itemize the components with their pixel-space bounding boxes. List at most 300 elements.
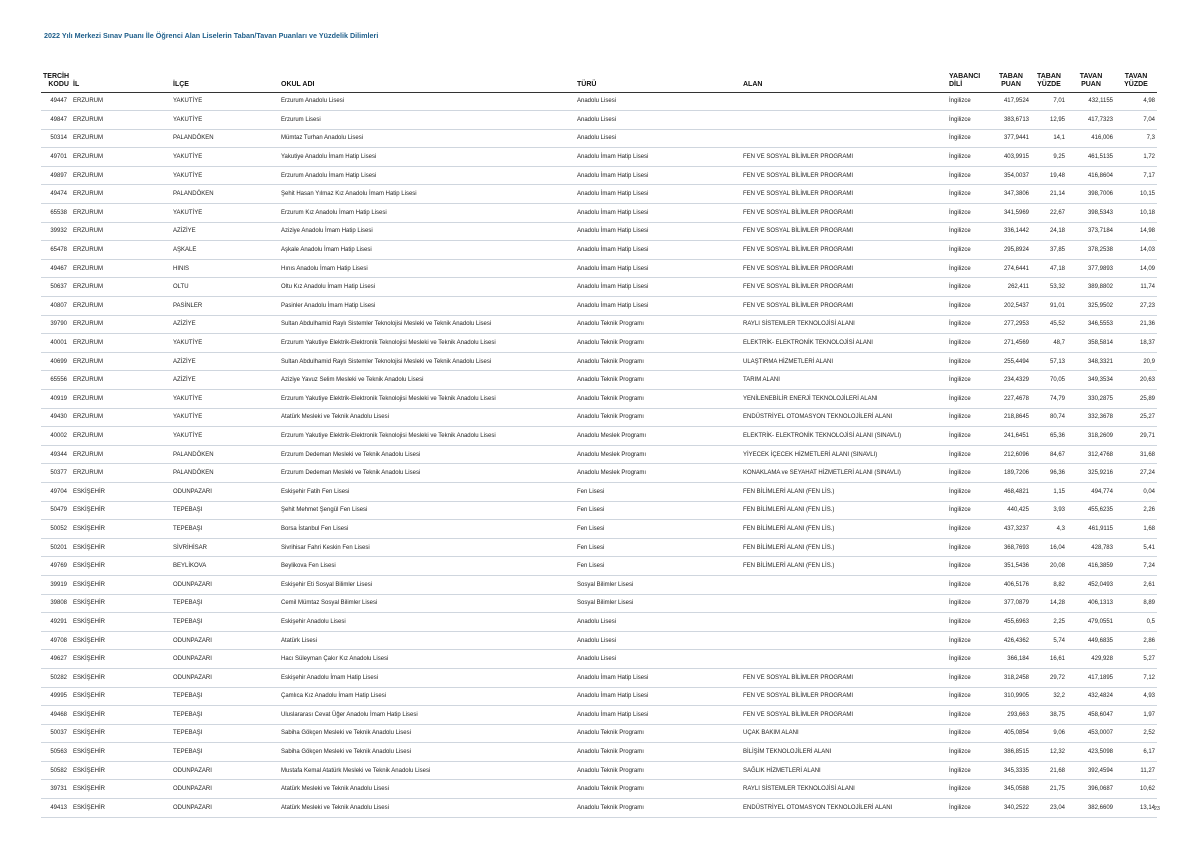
cell-ilce: TEPEBAŞI <box>173 525 203 532</box>
cell-tavan-puan: 452,0493 <box>1087 581 1113 588</box>
cell-il: ERZURUM <box>73 98 103 105</box>
header-ilce: İLÇE <box>173 80 189 88</box>
cell-okul-adi: Erzurum Lisesi <box>281 116 321 123</box>
cell-taban-yuzde: 20,08 <box>1049 563 1065 570</box>
table-row <box>41 241 1157 260</box>
cell-taban-puan: 405,0854 <box>1003 730 1029 737</box>
cell-il: ERZURUM <box>73 209 103 216</box>
cell-tavan-yuzde: 11,27 <box>1140 767 1155 774</box>
cell-yabanci-dili: İngilizce <box>949 693 971 700</box>
cell-tavan-yuzde: 1,68 <box>1143 525 1155 532</box>
cell-tavan-puan: 432,1155 <box>1088 98 1113 105</box>
cell-tavan-puan: 389,8802 <box>1087 284 1113 291</box>
cell-tercih-kodu: 49704 <box>50 488 67 495</box>
cell-il: ESKİŞEHİR <box>73 730 106 737</box>
cell-taban-puan: 277,2953 <box>1003 321 1029 328</box>
cell-taban-yuzde: 14,1 <box>1053 135 1065 142</box>
cell-taban-puan: 295,8924 <box>1003 247 1029 254</box>
cell-tercih-kodu: 49291 <box>50 618 67 625</box>
cell-taban-puan: 212,6096 <box>1003 451 1029 458</box>
cell-yabanci-dili: İngilizce <box>949 265 971 272</box>
cell-taban-puan: 386,8515 <box>1003 749 1029 756</box>
cell-tavan-puan: 453,0007 <box>1087 730 1113 737</box>
cell-taban-puan: 336,1442 <box>1003 228 1029 235</box>
cell-tavan-puan: 349,3534 <box>1087 377 1113 384</box>
header-okul-adi: OKUL ADI <box>281 80 315 88</box>
cell-okul-adi: Mustafa Kemal Atatürk Mesleki ve Teknik Anadolu Lisesi <box>281 767 431 774</box>
cell-tercih-kodu: 50037 <box>50 730 67 737</box>
cell-ilce: ODUNPAZARI <box>173 804 212 811</box>
table-row <box>41 761 1157 780</box>
cell-turu: Anadolu İmam Hatip Lisesi <box>577 247 649 254</box>
cell-tercih-kodu: 39790 <box>50 321 67 328</box>
cell-taban-puan: 340,2522 <box>1003 804 1029 811</box>
cell-tavan-puan: 346,5553 <box>1087 321 1113 328</box>
cell-turu: Anadolu İmam Hatip Lisesi <box>577 228 649 235</box>
cell-il: ESKİŞEHİR <box>73 581 106 588</box>
cell-tavan-yuzde: 1,97 <box>1143 711 1155 718</box>
cell-tavan-yuzde: 5,27 <box>1143 656 1155 663</box>
cell-ilce: ODUNPAZARI <box>173 656 212 663</box>
cell-tercih-kodu: 49468 <box>50 711 67 718</box>
cell-alan: ENDÜSTRİYEL OTOMASYON TEKNOLOJİLERİ ALANI <box>743 414 893 421</box>
cell-yabanci-dili: İngilizce <box>949 395 971 402</box>
cell-okul-adi: Sabiha Gökçen Mesleki ve Teknik Anadolu Lisesi <box>281 749 411 756</box>
header-taban-puan: TABAN PUAN <box>999 72 1023 88</box>
cell-ilce: YAKUTİYE <box>173 154 203 161</box>
table-row <box>41 613 1157 632</box>
cell-ilce: AZİZİYE <box>173 358 196 365</box>
cell-tavan-yuzde: 10,18 <box>1139 209 1155 216</box>
cell-tercih-kodu: 50582 <box>50 767 67 774</box>
table-row <box>41 743 1157 762</box>
cell-ilce: TEPEBAŞI <box>173 618 203 625</box>
cell-ilce: YAKUTİYE <box>173 414 203 421</box>
cell-yabanci-dili: İngilizce <box>949 730 971 737</box>
cell-tavan-puan: 325,9502 <box>1087 302 1113 309</box>
cell-alan: RAYLI SİSTEMLER TEKNOLOJİSİ ALANI <box>743 321 855 328</box>
cell-ilce: TEPEBAŞI <box>173 693 203 700</box>
cell-ilce: ODUNPAZARI <box>173 581 212 588</box>
cell-tercih-kodu: 39919 <box>50 581 67 588</box>
cell-taban-yuzde: 14,28 <box>1049 600 1065 607</box>
cell-tercih-kodu: 49995 <box>50 693 67 700</box>
cell-tavan-yuzde: 11,74 <box>1140 284 1155 291</box>
cell-yabanci-dili: İngilizce <box>949 637 971 644</box>
cell-yabanci-dili: İngilizce <box>949 209 971 216</box>
cell-yabanci-dili: İngilizce <box>949 98 971 105</box>
cell-tavan-puan: 382,6609 <box>1087 804 1113 811</box>
cell-tavan-puan: 461,5135 <box>1087 154 1113 161</box>
table-row <box>41 706 1157 725</box>
cell-taban-puan: 368,7693 <box>1003 544 1029 551</box>
cell-alan: FEN VE SOSYAL BİLİMLER PROGRAMI <box>743 228 854 235</box>
cell-taban-puan: 351,5436 <box>1003 563 1029 570</box>
cell-tavan-puan: 417,1895 <box>1087 674 1113 681</box>
cell-taban-puan: 440,425 <box>1007 507 1029 514</box>
cell-ilce: TEPEBAŞI <box>173 730 203 737</box>
cell-taban-puan: 293,663 <box>1007 711 1029 718</box>
cell-okul-adi: Erzurum Dedeman Mesleki ve Teknik Anadolu Lisesi <box>281 451 421 458</box>
cell-alan: FEN VE SOSYAL BİLİMLER PROGRAMI <box>743 302 854 309</box>
cell-il: ERZURUM <box>73 414 103 421</box>
cell-il: ESKİŞEHİR <box>73 618 106 625</box>
table-row <box>41 427 1157 446</box>
table-row <box>41 259 1157 278</box>
cell-tercih-kodu: 50563 <box>50 749 67 756</box>
cell-tavan-yuzde: 25,89 <box>1139 395 1155 402</box>
cell-turu: Anadolu Teknik Programı <box>577 321 644 328</box>
table-row <box>41 278 1157 297</box>
cell-alan: FEN VE SOSYAL BİLİMLER PROGRAMI <box>743 265 854 272</box>
cell-tavan-puan: 406,1313 <box>1087 600 1113 607</box>
cell-yabanci-dili: İngilizce <box>949 488 971 495</box>
cell-turu: Anadolu Teknik Programı <box>577 786 644 793</box>
cell-turu: Anadolu Teknik Programı <box>577 730 644 737</box>
cell-taban-yuzde: 96,36 <box>1049 470 1065 477</box>
cell-okul-adi: Borsa İstanbul Fen Lisesi <box>281 525 349 532</box>
header-il: İL <box>73 80 80 88</box>
cell-alan: BİLİŞİM TEKNOLOJİLERİ ALANI <box>743 749 832 756</box>
cell-alan: FEN VE SOSYAL BİLİMLER PROGRAMI <box>743 711 854 718</box>
cell-taban-yuzde: 57,13 <box>1049 358 1065 365</box>
cell-tavan-puan: 461,9115 <box>1088 525 1113 532</box>
cell-turu: Anadolu İmam Hatip Lisesi <box>577 711 649 718</box>
cell-tavan-yuzde: 7,3 <box>1146 135 1155 142</box>
cell-yabanci-dili: İngilizce <box>949 358 971 365</box>
cell-alan: FEN VE SOSYAL BİLİMLER PROGRAMI <box>743 209 854 216</box>
table-row <box>41 408 1157 427</box>
cell-turu: Fen Lisesi <box>577 544 605 551</box>
cell-il: ERZURUM <box>73 172 103 179</box>
cell-tavan-puan: 398,7006 <box>1087 191 1113 198</box>
cell-il: ERZURUM <box>73 135 103 142</box>
cell-taban-puan: 241,6451 <box>1003 432 1029 439</box>
cell-il: ERZURUM <box>73 154 103 161</box>
page-number: 23 <box>1153 806 1160 812</box>
cell-tavan-yuzde: 10,15 <box>1139 191 1155 198</box>
cell-taban-yuzde: 53,32 <box>1049 284 1065 291</box>
cell-il: ESKİŞEHİR <box>73 525 106 532</box>
cell-tercih-kodu: 50201 <box>50 544 67 551</box>
cell-okul-adi: Erzurum Yakutiye Elektrik-Elektronik Teknolojisi Mesleki ve Teknik Anadolu Lisesi <box>281 340 496 347</box>
table-row <box>41 148 1157 167</box>
cell-il: ERZURUM <box>73 470 103 477</box>
cell-yabanci-dili: İngilizce <box>949 581 971 588</box>
document-title: 2022 Yılı Merkezi Sınav Puanı İle Öğrenci Alan Liselerin Taban/Tavan Puanları ve Yüzdelik Dilimleri <box>44 31 379 40</box>
cell-tavan-yuzde: 31,68 <box>1139 451 1155 458</box>
cell-taban-yuzde: 45,52 <box>1049 321 1065 328</box>
cell-tavan-puan: 325,9216 <box>1087 470 1113 477</box>
table-body <box>41 92 1157 817</box>
cell-taban-yuzde: 5,74 <box>1053 637 1065 644</box>
cell-yabanci-dili: İngilizce <box>949 618 971 625</box>
cell-il: ERZURUM <box>73 247 103 254</box>
cell-il: ERZURUM <box>73 377 103 384</box>
cell-taban-yuzde: 48,7 <box>1053 340 1065 347</box>
cell-turu: Anadolu Lisesi <box>577 637 617 644</box>
cell-turu: Anadolu Lisesi <box>577 116 617 123</box>
cell-alan: FEN VE SOSYAL BİLİMLER PROGRAMI <box>743 284 854 291</box>
cell-taban-yuzde: 32,2 <box>1053 693 1065 700</box>
cell-tercih-kodu: 50377 <box>50 470 67 477</box>
cell-il: ESKİŞEHİR <box>73 637 106 644</box>
cell-okul-adi: Sultan Abdulhamid Raylı Sistemler Teknolojisi Mesleki ve Teknik Anadolu Lisesi <box>281 358 492 365</box>
cell-ilce: ODUNPAZARI <box>173 488 212 495</box>
cell-okul-adi: Beylikova Fen Lisesi <box>281 563 336 570</box>
table-row <box>41 204 1157 223</box>
cell-yabanci-dili: İngilizce <box>949 749 971 756</box>
cell-tavan-puan: 396,0687 <box>1087 786 1113 793</box>
cell-tavan-puan: 358,5814 <box>1087 340 1113 347</box>
header-taban-yuzde: TABAN YÜZDE <box>1037 72 1061 88</box>
cell-tercih-kodu: 39932 <box>50 228 67 235</box>
cell-turu: Anadolu Teknik Programı <box>577 804 644 811</box>
cell-turu: Anadolu Meslek Programı <box>577 470 647 477</box>
cell-tavan-yuzde: 7,17 <box>1143 172 1155 179</box>
cell-tavan-yuzde: 4,93 <box>1143 693 1155 700</box>
cell-yabanci-dili: İngilizce <box>949 507 971 514</box>
cell-tavan-puan: 428,783 <box>1091 544 1113 551</box>
cell-okul-adi: Aziziye Anadolu İmam Hatip Lisesi <box>281 228 373 235</box>
cell-taban-yuzde: 21,68 <box>1049 767 1065 774</box>
cell-alan: KONAKLAMA ve SEYAHAT HİZMETLERİ ALANI (SINAVLI) <box>743 470 901 477</box>
cell-taban-yuzde: 2,25 <box>1053 618 1065 625</box>
cell-il: ERZURUM <box>73 116 103 123</box>
cell-ilce: PALANDÖKEN <box>173 451 214 458</box>
cell-okul-adi: Mümtaz Turhan Anadolu Lisesi <box>281 135 364 142</box>
cell-tercih-kodu: 39731 <box>50 786 67 793</box>
cell-yabanci-dili: İngilizce <box>949 340 971 347</box>
cell-tercih-kodu: 49474 <box>50 191 67 198</box>
cell-tavan-yuzde: 7,12 <box>1143 674 1155 681</box>
cell-tercih-kodu: 49413 <box>50 804 67 811</box>
cell-tavan-yuzde: 2,26 <box>1143 507 1155 514</box>
cell-yabanci-dili: İngilizce <box>949 191 971 198</box>
cell-il: ESKİŞEHİR <box>73 507 106 514</box>
table-row <box>41 687 1157 706</box>
cell-tavan-puan: 429,928 <box>1091 656 1113 663</box>
cell-tavan-yuzde: 5,41 <box>1143 544 1155 551</box>
cell-okul-adi: Sultan Abdulhamid Raylı Sistemler Teknolojisi Mesleki ve Teknik Anadolu Lisesi <box>281 321 492 328</box>
cell-taban-yuzde: 12,32 <box>1049 749 1065 756</box>
cell-taban-puan: 383,6713 <box>1003 116 1029 123</box>
cell-taban-yuzde: 1,15 <box>1053 488 1065 495</box>
cell-alan: ENDÜSTRİYEL OTOMASYON TEKNOLOJİLERİ ALANI <box>743 804 893 811</box>
cell-il: ESKİŞEHİR <box>73 804 106 811</box>
cell-yabanci-dili: İngilizce <box>949 470 971 477</box>
cell-okul-adi: Erzurum Anadolu Lisesi <box>281 98 345 105</box>
cell-tavan-puan: 318,2609 <box>1087 432 1113 439</box>
cell-okul-adi: Sabiha Gökçen Mesleki ve Teknik Anadolu Lisesi <box>281 730 411 737</box>
cell-okul-adi: Eskişehir Anadolu Lisesi <box>281 618 346 625</box>
cell-ilce: HINIS <box>173 265 190 272</box>
cell-taban-yuzde: 23,04 <box>1049 804 1065 811</box>
cell-ilce: TEPEBAŞI <box>173 749 203 756</box>
cell-taban-puan: 310,9905 <box>1003 693 1029 700</box>
cell-alan: UÇAK BAKIM ALANI <box>743 730 799 737</box>
table-row <box>41 501 1157 520</box>
cell-tercih-kodu: 49344 <box>50 451 67 458</box>
cell-taban-puan: 345,0588 <box>1003 786 1029 793</box>
cell-il: ERZURUM <box>73 302 103 309</box>
cell-alan <box>741 92 947 111</box>
cell-il: ESKİŞEHİR <box>73 600 106 607</box>
cell-okul-adi: Şehit Mehmet Şengül Fen Lisesi <box>281 507 368 514</box>
cell-alan <box>741 631 947 650</box>
cell-alan: ELEKTRİK- ELEKTRONİK TEKNOLOJİSİ ALANI <box>743 340 873 347</box>
cell-taban-puan: 341,5969 <box>1003 209 1029 216</box>
table-row <box>41 631 1157 650</box>
cell-alan: TARIM ALANI <box>743 377 780 384</box>
cell-taban-puan: 218,8645 <box>1003 414 1029 421</box>
table-row <box>41 520 1157 539</box>
cell-alan <box>741 111 947 130</box>
cell-tercih-kodu: 49627 <box>50 656 67 663</box>
cell-il: ERZURUM <box>73 395 103 402</box>
table-row <box>41 390 1157 409</box>
cell-taban-yuzde: 9,25 <box>1053 154 1065 161</box>
cell-turu: Anadolu Lisesi <box>577 618 617 625</box>
cell-tavan-puan: 377,9893 <box>1087 265 1113 272</box>
cell-taban-puan: 468,4821 <box>1003 488 1029 495</box>
cell-okul-adi: Aziziye Yavuz Selim Mesleki ve Teknik Anadolu Lisesi <box>281 377 424 384</box>
cell-yabanci-dili: İngilizce <box>949 247 971 254</box>
cell-tavan-puan: 330,2875 <box>1087 395 1113 402</box>
cell-turu: Sosyal Bilimler Lisesi <box>577 581 634 588</box>
cell-tercih-kodu: 49847 <box>50 116 67 123</box>
cell-ilce: YAKUTİYE <box>173 432 203 439</box>
cell-tercih-kodu: 49701 <box>50 154 67 161</box>
cell-alan: YENİLENEBİLİR ENERJİ TEKNOLOJİLERİ ALANI <box>743 395 878 402</box>
cell-okul-adi: Eskişehir Fatih Fen Lisesi <box>281 488 350 495</box>
cell-alan: FEN BİLİMLERİ ALANI (FEN LİS.) <box>743 525 835 532</box>
cell-turu: Anadolu İmam Hatip Lisesi <box>577 209 649 216</box>
cell-il: ESKİŞEHİR <box>73 786 106 793</box>
cell-il: ESKİŞEHİR <box>73 711 106 718</box>
cell-ilce: BEYLİKOVA <box>173 563 207 570</box>
cell-okul-adi: Şehit Hasan Yılmaz Kız Anadolu İmam Hatip Lisesi <box>281 191 417 198</box>
cell-taban-puan: 377,9441 <box>1003 135 1029 142</box>
cell-tavan-puan: 378,2538 <box>1087 247 1113 254</box>
cell-alan: FEN VE SOSYAL BİLİMLER PROGRAMI <box>743 693 854 700</box>
cell-taban-puan: 437,3237 <box>1003 525 1029 532</box>
cell-ilce: SİVRİHİSAR <box>173 544 208 551</box>
cell-ilce: ODUNPAZARI <box>173 767 212 774</box>
cell-tavan-yuzde: 18,37 <box>1139 340 1155 347</box>
cell-alan: FEN BİLİMLERİ ALANI (FEN LİS.) <box>743 488 835 495</box>
cell-okul-adi: Oltu Kız Anadolu İmam Hatip Lisesi <box>281 284 376 291</box>
cell-tavan-puan: 373,7184 <box>1087 228 1113 235</box>
cell-turu: Anadolu Teknik Programı <box>577 377 644 384</box>
cell-tavan-yuzde: 14,09 <box>1139 265 1155 272</box>
cell-taban-puan: 403,9915 <box>1003 154 1029 161</box>
cell-tercih-kodu: 40002 <box>50 432 67 439</box>
cell-tavan-yuzde: 14,98 <box>1139 228 1155 235</box>
cell-turu: Anadolu İmam Hatip Lisesi <box>577 191 649 198</box>
cell-turu: Sosyal Bilimler Lisesi <box>577 600 634 607</box>
cell-tercih-kodu: 49897 <box>50 172 67 179</box>
table-row <box>41 538 1157 557</box>
cell-taban-yuzde: 8,82 <box>1053 581 1065 588</box>
cell-yabanci-dili: İngilizce <box>949 711 971 718</box>
cell-tavan-puan: 458,6047 <box>1087 711 1113 718</box>
cell-il: ESKİŞEHİR <box>73 488 106 495</box>
cell-il: ERZURUM <box>73 358 103 365</box>
cell-turu: Anadolu Teknik Programı <box>577 414 644 421</box>
cell-yabanci-dili: İngilizce <box>949 228 971 235</box>
cell-il: ESKİŞEHİR <box>73 563 106 570</box>
cell-taban-yuzde: 19,48 <box>1049 172 1065 179</box>
cell-turu: Anadolu İmam Hatip Lisesi <box>577 674 649 681</box>
cell-tercih-kodu: 50314 <box>50 135 67 142</box>
cell-yabanci-dili: İngilizce <box>949 563 971 570</box>
cell-yabanci-dili: İngilizce <box>949 600 971 607</box>
cell-okul-adi: Çamlıca Kız Anadolu İmam Hatip Lisesi <box>281 693 387 700</box>
cell-il: ERZURUM <box>73 191 103 198</box>
cell-tercih-kodu: 50637 <box>50 284 67 291</box>
cell-yabanci-dili: İngilizce <box>949 321 971 328</box>
cell-tercih-kodu: 65478 <box>50 247 67 254</box>
cell-yabanci-dili: İngilizce <box>949 544 971 551</box>
cell-il: ESKİŞEHİR <box>73 767 106 774</box>
cell-okul-adi: Hacı Süleyman Çakır Kız Anadolu Lisesi <box>281 656 389 663</box>
cell-tercih-kodu: 49769 <box>50 563 67 570</box>
cell-okul-adi: Erzurum Yakutiye Elektrik-Elektronik Teknolojisi Mesleki ve Teknik Anadolu Lisesi <box>281 395 496 402</box>
table-row <box>41 799 1157 818</box>
cell-tercih-kodu: 49430 <box>50 414 67 421</box>
cell-tavan-puan: 423,5098 <box>1087 749 1113 756</box>
header-alan: ALAN <box>743 80 763 88</box>
cell-tavan-puan: 398,5343 <box>1087 209 1113 216</box>
cell-taban-yuzde: 12,95 <box>1049 116 1065 123</box>
cell-il: ERZURUM <box>73 265 103 272</box>
cell-taban-puan: 417,9524 <box>1003 98 1029 105</box>
cell-yabanci-dili: İngilizce <box>949 172 971 179</box>
cell-alan: FEN VE SOSYAL BİLİMLER PROGRAMI <box>743 674 854 681</box>
cell-ilce: YAKUTİYE <box>173 340 203 347</box>
cell-taban-puan: 406,5176 <box>1003 581 1029 588</box>
cell-okul-adi: Atatürk Mesleki ve Teknik Anadolu Lisesi <box>281 804 389 811</box>
cell-tavan-yuzde: 14,03 <box>1139 247 1155 254</box>
cell-il: ERZURUM <box>73 340 103 347</box>
cell-taban-yuzde: 9,06 <box>1053 730 1065 737</box>
cell-taban-yuzde: 84,67 <box>1049 451 1065 458</box>
cell-taban-yuzde: 7,01 <box>1053 98 1065 105</box>
cell-okul-adi: Eskişehir Eti Sosyal Bilimler Lisesi <box>281 581 373 588</box>
cell-il: ERZURUM <box>73 451 103 458</box>
cell-taban-yuzde: 22,67 <box>1049 209 1065 216</box>
cell-taban-puan: 377,0879 <box>1003 600 1029 607</box>
cell-tercih-kodu: 40001 <box>50 340 67 347</box>
cell-turu: Anadolu İmam Hatip Lisesi <box>577 693 649 700</box>
cell-yabanci-dili: İngilizce <box>949 786 971 793</box>
cell-alan: RAYLI SİSTEMLER TEKNOLOJİSİ ALANI <box>743 786 855 793</box>
cell-turu: Anadolu İmam Hatip Lisesi <box>577 265 649 272</box>
cell-tavan-puan: 312,4768 <box>1087 451 1113 458</box>
cell-okul-adi: Pasinler Anadolu İmam Hatip Lisesi <box>281 302 376 309</box>
cell-ilce: YAKUTİYE <box>173 172 203 179</box>
cell-tavan-yuzde: 1,72 <box>1143 154 1155 161</box>
cell-tavan-yuzde: 13,14 <box>1139 804 1155 811</box>
cell-okul-adi: Hınıs Anadolu İmam Hatip Lisesi <box>281 265 368 272</box>
cell-okul-adi: Cemil Mümtaz Sosyal Bilimler Lisesi <box>281 600 378 607</box>
cell-tavan-puan: 455,6235 <box>1087 507 1113 514</box>
cell-turu: Anadolu İmam Hatip Lisesi <box>577 154 649 161</box>
cell-ilce: TEPEBAŞI <box>173 711 203 718</box>
cell-alan: ULAŞTIRMA HİZMETLERİ ALANI <box>743 358 834 365</box>
cell-tavan-yuzde: 2,52 <box>1143 730 1155 737</box>
